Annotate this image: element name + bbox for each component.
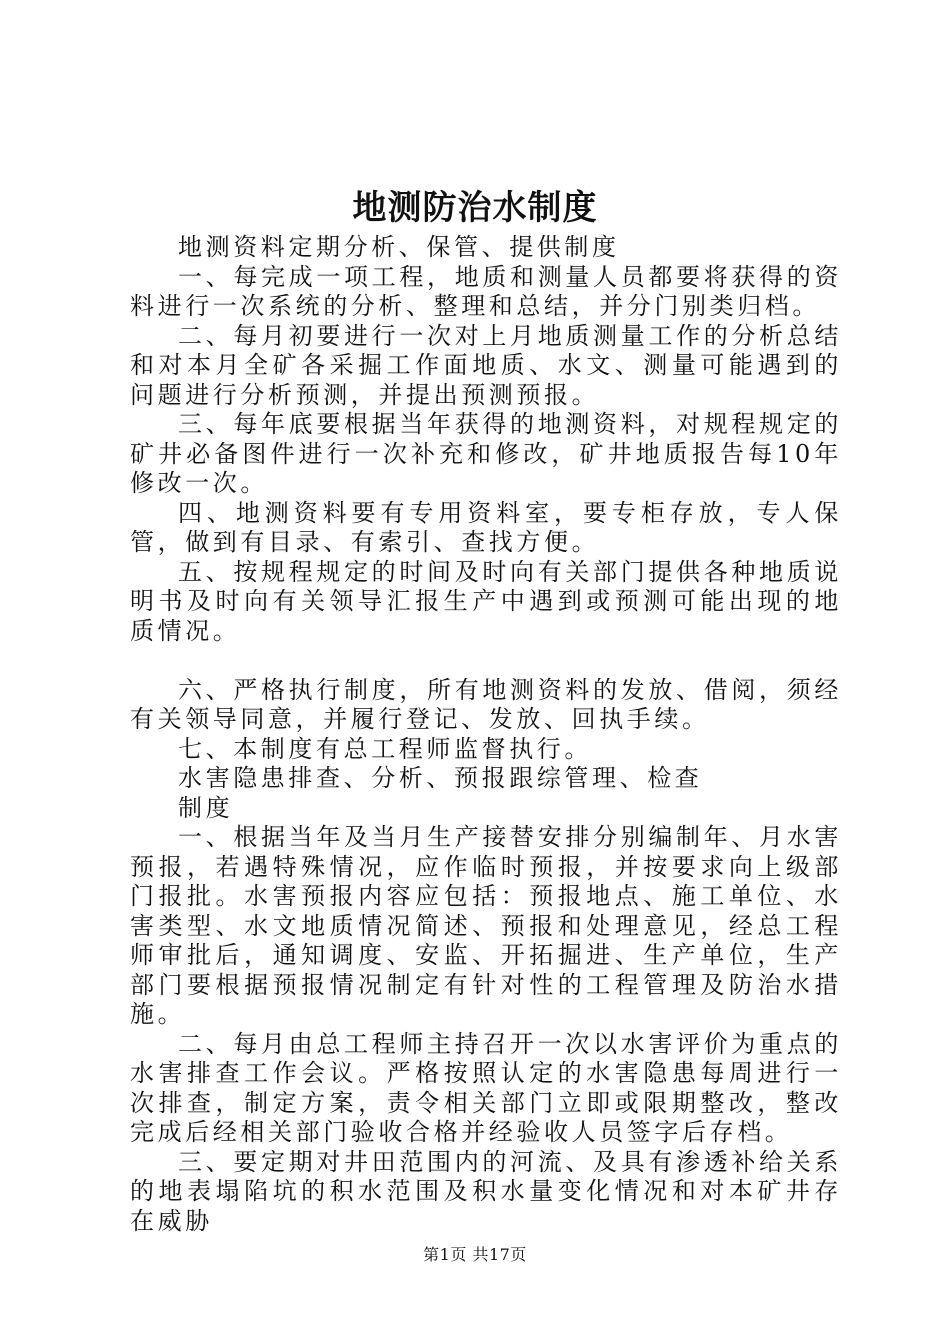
section-heading-water-hazard: 水害隐患排查、分析、预报跟综管理、检查 [178, 764, 703, 792]
document-title: 地测防治水制度 [352, 188, 598, 228]
page-footer: 第1页 共17页 [423, 1245, 527, 1264]
paragraph-water-item-3: 三、要定期对井田范围内的河流、及具有渗透补给关系的地表塌陷坑的积水范围及积水量变化情况和对本矿井存在威胁 [130, 1147, 842, 1235]
paragraph-item-3: 三、每年底要根据当年获得的地测资料，对规程规定的矿井必备图件进行一次补充和修改，矿井地质报告每10年修改一次。 [130, 410, 842, 497]
document-body [130, 233, 842, 1236]
section-heading-water-hazard-cont: 制度 [178, 793, 234, 822]
paragraph-item-7: 七、本制度有总工程师监督执行。 [178, 734, 592, 763]
section-heading-survey-materials: 地测资料定期分析、保管、提供制度 [178, 233, 620, 261]
paragraph-item-5: 五、按规程规定的时间及时向有关部门提供各种地质说明书及时向有关领导汇报生产中遇到或预测可能出现的地质情况。 [130, 557, 842, 645]
paragraph-item-4: 四、地测资料要有专用资料室，要专柜存放，专人保管，做到有目录、有索引、查找方便。 [130, 498, 842, 556]
paragraph-item-1: 一、每完成一项工程，地质和测量人员都要将获得的资料进行一次系统的分析、整理和总结，并分门别类归档。 [130, 262, 842, 320]
paragraph-water-item-2: 二、每月由总工程师主持召开一次以水害评价为重点的水害排查工作会议。严格按照认定的水害隐患每周进行一次排查，制定方案，责令相关部门立即或限期整改，整改完成后经相关部门验收合格并经验收人员签字后存档。 [130, 1029, 842, 1146]
paragraph-item-6: 六、严格执行制度，所有地测资料的发放、借阅，须经有关领导同意，并履行登记、发放、回执手续。 [130, 675, 842, 733]
paragraph-item-2: 二、每月初要进行一次对上月地质测量工作的分析总结和对本月全矿各采掘工作面地质、水文、测量可能遇到的问题进行分析预测，并提出预测预报。 [130, 321, 842, 409]
paragraph-water-item-1: 一、根据当年及当月生产接替安排分别编制年、月水害预报，若遇特殊情况，应作临时预报，并按要求向上级部门报批。水害预报内容应包括：预报地点、施工单位、水害类型、水文地质情况简述、预报和处理意见，经总工程师审批后，通知调度、安监、开拓掘进、生产单位，生产部门要根据预报情况制定有针对性的工程管理及防治水措施。 [130, 823, 842, 1028]
